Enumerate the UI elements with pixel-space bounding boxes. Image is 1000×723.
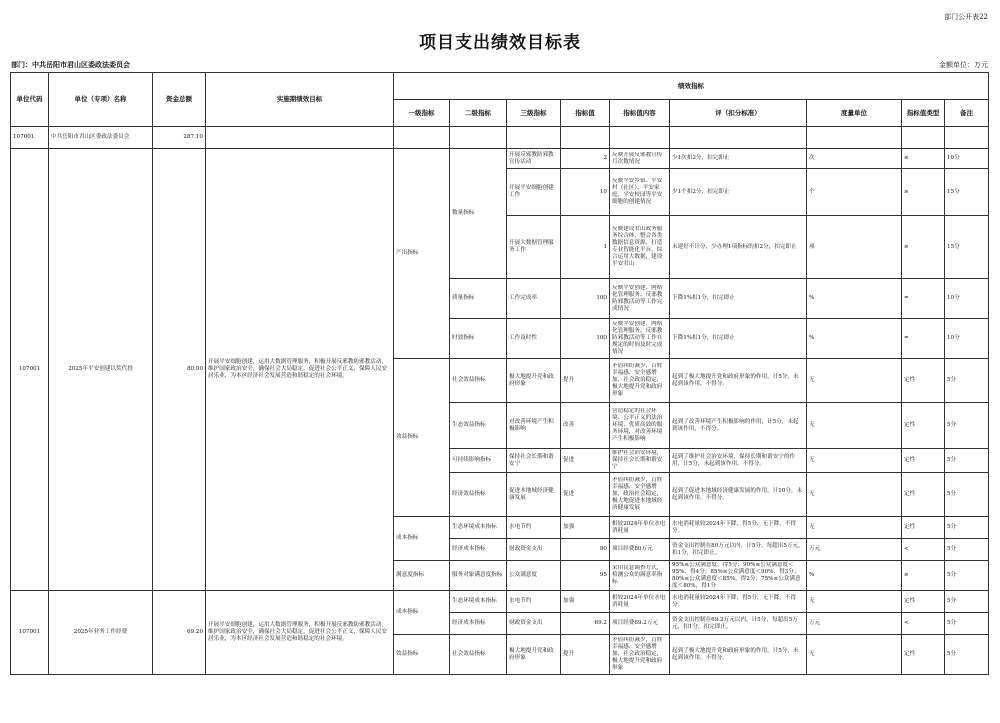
header-type: 指标值类型	[902, 100, 945, 127]
p2-l1-cost: 成本指标	[394, 591, 450, 635]
p1-r11-note: 5分	[945, 539, 989, 561]
header-val: 指标值	[561, 100, 610, 127]
summary-row	[11, 127, 989, 149]
p2-r2-score: 资金支出控制在69.2万元以内，计5分，每超出5万元，扣1分，扣完即止。	[670, 613, 807, 635]
p1-r2-note: 15分	[945, 169, 989, 216]
p1-l2-sustain: 可持续影响指标	[450, 449, 507, 473]
p1-r3-content: 反映建设君山政务服务综合体，整合各类数据信息资源，打造专业智能化平台，综合运用大数据，建设平安君山	[610, 216, 670, 279]
p2-amount: 69.20	[153, 591, 206, 675]
p1-r4-val: 100	[561, 279, 610, 319]
p1-r9-type: 定性	[902, 473, 945, 517]
p1-l1-output: 产出指标	[394, 149, 450, 359]
p1-r6-val: 提升	[561, 359, 610, 403]
p1-amount: 80.00	[153, 149, 206, 591]
header-l3: 三级指标	[507, 100, 561, 127]
p1-l2-econ: 经济效益指标	[450, 473, 507, 517]
p1-r4-measure: %	[807, 279, 902, 319]
p1-r4-type: =	[902, 279, 945, 319]
p1-r1-content: 反映开展反邪教宣传月次数情况	[610, 149, 670, 169]
p1-r2-type: ≥	[902, 169, 945, 216]
p1-r10-measure: 无	[807, 517, 902, 539]
p1-l2-ecocost: 生态环境成本指标	[450, 517, 507, 539]
p1-r9-note: 5分	[945, 473, 989, 517]
header-amount: 资金总额	[153, 73, 206, 127]
p1-r2-measure: 个	[807, 169, 902, 216]
p1-r6-measure: 无	[807, 359, 902, 403]
p1-r1-type: ≥	[902, 149, 945, 169]
p1-r12-l3: 公众满意度	[507, 561, 561, 591]
p1-r8-note: 5分	[945, 449, 989, 473]
p1-r8-l3: 保持社会长期和谐安宁	[507, 449, 561, 473]
p1-r11-type: <	[902, 539, 945, 561]
p1-r12-content: 采用民意调查方式，检测公众的满意率指标	[610, 561, 670, 591]
p1-r9-measure: 无	[807, 473, 902, 517]
p1-r2-val: 10	[561, 169, 610, 216]
p2-r2-measure: 万元	[807, 613, 902, 635]
header-note: 备注	[945, 100, 989, 127]
p1-r6-type: 定性	[902, 359, 945, 403]
p1-r7-content: 营造稳定的社会环境、公平正义的法治环境、优质高效的服务环境，对改善环境产生积极影响	[610, 403, 670, 449]
p1-r11-score: 资金支出控制在80万元以内，计5分，每超出5万元，扣1分，扣完即止。	[670, 539, 807, 561]
p2-r2-l3: 财政资金支出	[507, 613, 561, 635]
p2-l1-benefit: 效益指标	[394, 635, 450, 675]
p1-r5-score: 下降1%扣1分，扣完即止	[670, 319, 807, 359]
p1-l1-cost: 成本指标	[394, 517, 450, 561]
p1-r7-note: 5分	[945, 403, 989, 449]
p2-r1-l3: 水电节约	[507, 591, 561, 613]
p1-r5-val: 100	[561, 319, 610, 359]
p1-r12-score: 95%≤公众满意度，得5分；90%≤公众满意度＜95%，得4分；85%≤公众满意度＜90%，得3分；80%≤公众满意度＜85%，得2分；75%≤公众满意度＜80%，得1分	[670, 561, 807, 591]
p1-r4-l3: 工作完成率	[507, 279, 561, 319]
p2-goal: 开展平安细胞创建，运用大数据管理服务，积极开展反邪教防邪教活动，维护国家政治安全，确保社会大局稳定，促进社会公平正义，保障人民安居乐业，为本区经济社会发展营造和谐稳定的社会环境。	[206, 591, 394, 675]
header-unit-code: 单位代码	[11, 73, 49, 127]
p1-r8-val: 促进	[561, 449, 610, 473]
p1-r3-measure: 项	[807, 216, 902, 279]
p1-goal: 开展平安细胞创建，运用大数据管理服务，积极开展反邪教防邪教活动，维护国家政治安全，确保社会大局稳定，促进社会公平正义，保障人民安居乐业，为本区经济社会发展营造和谐稳定的社会环境。	[206, 149, 394, 591]
p1-r3-score: 未建好不计分，少办理1项指标的扣2分，扣完即止	[670, 216, 807, 279]
header-l2: 二级指标	[450, 100, 507, 127]
p2-code: 107001	[11, 591, 49, 675]
p1-r1-measure: 次	[807, 149, 902, 169]
header-row-1	[11, 73, 989, 100]
header-l1: 一级指标	[394, 100, 450, 127]
p1-l2-service: 服务对象满意度指标	[450, 561, 507, 591]
p2-r2-content: 项目经费69.2万元	[610, 613, 670, 635]
p1-r8-measure: 无	[807, 449, 902, 473]
p1-r10-val: 加强	[561, 517, 610, 539]
summary-amount: 287.10	[153, 127, 206, 149]
department-label: 部门：中共岳阳市君山区委政法委员会	[11, 60, 130, 69]
p1-r8-score: 起到了维护社会治安环境，保持长期和谐安宁的作用，计5分，未起到该作用，不得分。	[670, 449, 807, 473]
p2-r1-score: 水电消耗量较2024年下降，得5分，无下降，不得分。	[670, 591, 807, 613]
p1-l1-sat: 满意度指标	[394, 561, 450, 591]
p2-r1-measure: 无	[807, 591, 902, 613]
p1-r2-score: 少1个扣2分，扣完即止	[670, 169, 807, 216]
p2-r3-l3: 极大地提升党和政府形象	[507, 635, 561, 675]
p2-l2-social: 社会效益指标	[450, 635, 507, 675]
header-score: 评（扣分标准）	[670, 100, 807, 127]
p1-r2-content: 反映平安乡镇、平安村（社区）、平安家庭、平安校园等平安细胞的创建情况	[610, 169, 670, 216]
p1-r10-l3: 水电节约	[507, 517, 561, 539]
p2-name: 2025年业务工作经费	[49, 591, 153, 675]
table-row	[11, 591, 989, 613]
table-row	[11, 149, 989, 169]
p1-r9-l3: 促进本地域经济健康发展	[507, 473, 561, 517]
p2-r2-val: 69.2	[561, 613, 610, 635]
p1-r11-content: 项目经费80万元	[610, 539, 670, 561]
p2-r3-note: 5分	[945, 635, 989, 675]
p1-r3-val: 1	[561, 216, 610, 279]
p1-l2-eco: 生态效益指标	[450, 403, 507, 449]
p1-r10-note: 5分	[945, 517, 989, 539]
p1-r10-content: 相较2024年单位水电消耗量	[610, 517, 670, 539]
p1-r6-content: 矛盾纠纷减少，百姓幸福感、安全感增加，社会政治稳定，极大地提升党和政府形象	[610, 359, 670, 403]
p1-r10-type: 定性	[902, 517, 945, 539]
p1-r8-content: 维护社会治安环境，保持社会长期和谐安宁	[610, 449, 670, 473]
p1-r2-l3: 开展平安细胞创建工作	[507, 169, 561, 216]
p1-l2-quality: 质量指标	[450, 279, 507, 319]
header-content: 指标值内容	[610, 100, 670, 127]
p2-r3-measure: 无	[807, 635, 902, 675]
p1-r5-type: =	[902, 319, 945, 359]
form-number: 部门公开表22	[944, 13, 988, 21]
p1-r4-content: 反映平安创建、网格化管理服务、反邪教防邪教活动等工作完成情况	[610, 279, 670, 319]
page-title: 项目支出绩效目标表	[419, 33, 581, 53]
p1-r5-measure: %	[807, 319, 902, 359]
p2-r1-content: 相较2024年单位水电消耗量	[610, 591, 670, 613]
p1-l2-econcost: 经济成本指标	[450, 539, 507, 561]
header-indicator: 绩效指标	[394, 73, 989, 100]
p1-r12-type: ≥	[902, 561, 945, 591]
p1-code: 107001	[11, 149, 49, 591]
p1-r3-type: ≥	[902, 216, 945, 279]
p1-r12-note: 5分	[945, 561, 989, 591]
p2-l2-econcost: 经济成本指标	[450, 613, 507, 635]
p1-r10-score: 水电消耗量较2024年下降，得5分，无下降，不得分。	[670, 517, 807, 539]
p1-l2-social: 社会效益指标	[450, 359, 507, 403]
p1-r3-note: 15分	[945, 216, 989, 279]
p1-r7-measure: 无	[807, 403, 902, 449]
p2-l2-ecocost: 生态环境成本指标	[450, 591, 507, 613]
p1-r5-note: 10分	[945, 319, 989, 359]
p1-r8-type: 定性	[902, 449, 945, 473]
header-unit-name: 单位（专项）名称	[49, 73, 153, 127]
p1-name: 2025年平安创建以奖代投	[49, 149, 153, 591]
header-measure: 度量单位	[807, 100, 902, 127]
performance-table	[10, 72, 989, 675]
p1-r4-note: 10分	[945, 279, 989, 319]
p2-r1-val: 加强	[561, 591, 610, 613]
p2-r3-content: 矛盾纠纷减少，百姓幸福感、安全感增加，社会政治稳定，极大地提升党和政府形象	[610, 635, 670, 675]
p2-r3-score: 起到了极大地提升党和政府形象的作用，计5分，未起到该作用，不得分。	[670, 635, 807, 675]
p2-r2-type: <	[902, 613, 945, 635]
p1-r5-l3: 工作及时性	[507, 319, 561, 359]
p2-r2-note: 5分	[945, 613, 989, 635]
p1-r11-l3: 财政资金支出	[507, 539, 561, 561]
p1-r1-note: 10分	[945, 149, 989, 169]
p1-r7-type: 定性	[902, 403, 945, 449]
p2-r3-val: 提升	[561, 635, 610, 675]
p1-r9-content: 矛盾纠纷减少，百姓幸福感、安全感增加，政治社会稳定，极大地促进本地域经济健康发展	[610, 473, 670, 517]
p1-l2-qty: 数量指标	[450, 149, 507, 279]
header-goal: 实施期绩效目标	[206, 73, 394, 127]
p1-r12-measure: %	[807, 561, 902, 591]
p1-l2-time: 时效指标	[450, 319, 507, 359]
summary-name: 中共岳阳市君山区委政法委员会	[49, 127, 153, 149]
p2-r1-type: 定性	[902, 591, 945, 613]
p1-r12-val: 95	[561, 561, 610, 591]
p1-r7-l3: 对改善环境产生积极影响	[507, 403, 561, 449]
p1-r11-measure: 万元	[807, 539, 902, 561]
p2-r3-type: 定性	[902, 635, 945, 675]
p1-r11-val: 80	[561, 539, 610, 561]
p1-r6-score: 起到了极大地提升党和政府形象的作用，计5分，未起到该作用，不得分。	[670, 359, 807, 403]
p1-r1-l3: 开展反邪教防邪教宣传活动	[507, 149, 561, 169]
summary-code: 107001	[11, 127, 49, 149]
p1-r1-val: 2	[561, 149, 610, 169]
p1-r6-l3: 极大地提升党和政府形象	[507, 359, 561, 403]
p1-r7-val: 改善	[561, 403, 610, 449]
amount-unit-label: 金额单位：万元	[939, 61, 988, 69]
p1-r3-l3: 开展大数据管理服务工作	[507, 216, 561, 279]
p1-r7-score: 起到了改善环境产生积极影响的作用，计5分，未起到该作用，不得分。	[670, 403, 807, 449]
p1-r9-val: 促进	[561, 473, 610, 517]
p1-r6-note: 5分	[945, 359, 989, 403]
p1-r1-score: 少1次扣2分，扣完即止	[670, 149, 807, 169]
p1-l1-benefit: 效益指标	[394, 359, 450, 517]
p2-r1-note: 5分	[945, 591, 989, 613]
p1-r5-content: 反映平安创建、网格化管理服务、反邪教防邪教活动等工作在规定的时间及时完成情况	[610, 319, 670, 359]
p1-r9-score: 起到了促进本地域经济健康发展的作用，计10分，未起到该作用，不得分。	[670, 473, 807, 517]
p1-r4-score: 下降1%扣1分，扣完即止	[670, 279, 807, 319]
